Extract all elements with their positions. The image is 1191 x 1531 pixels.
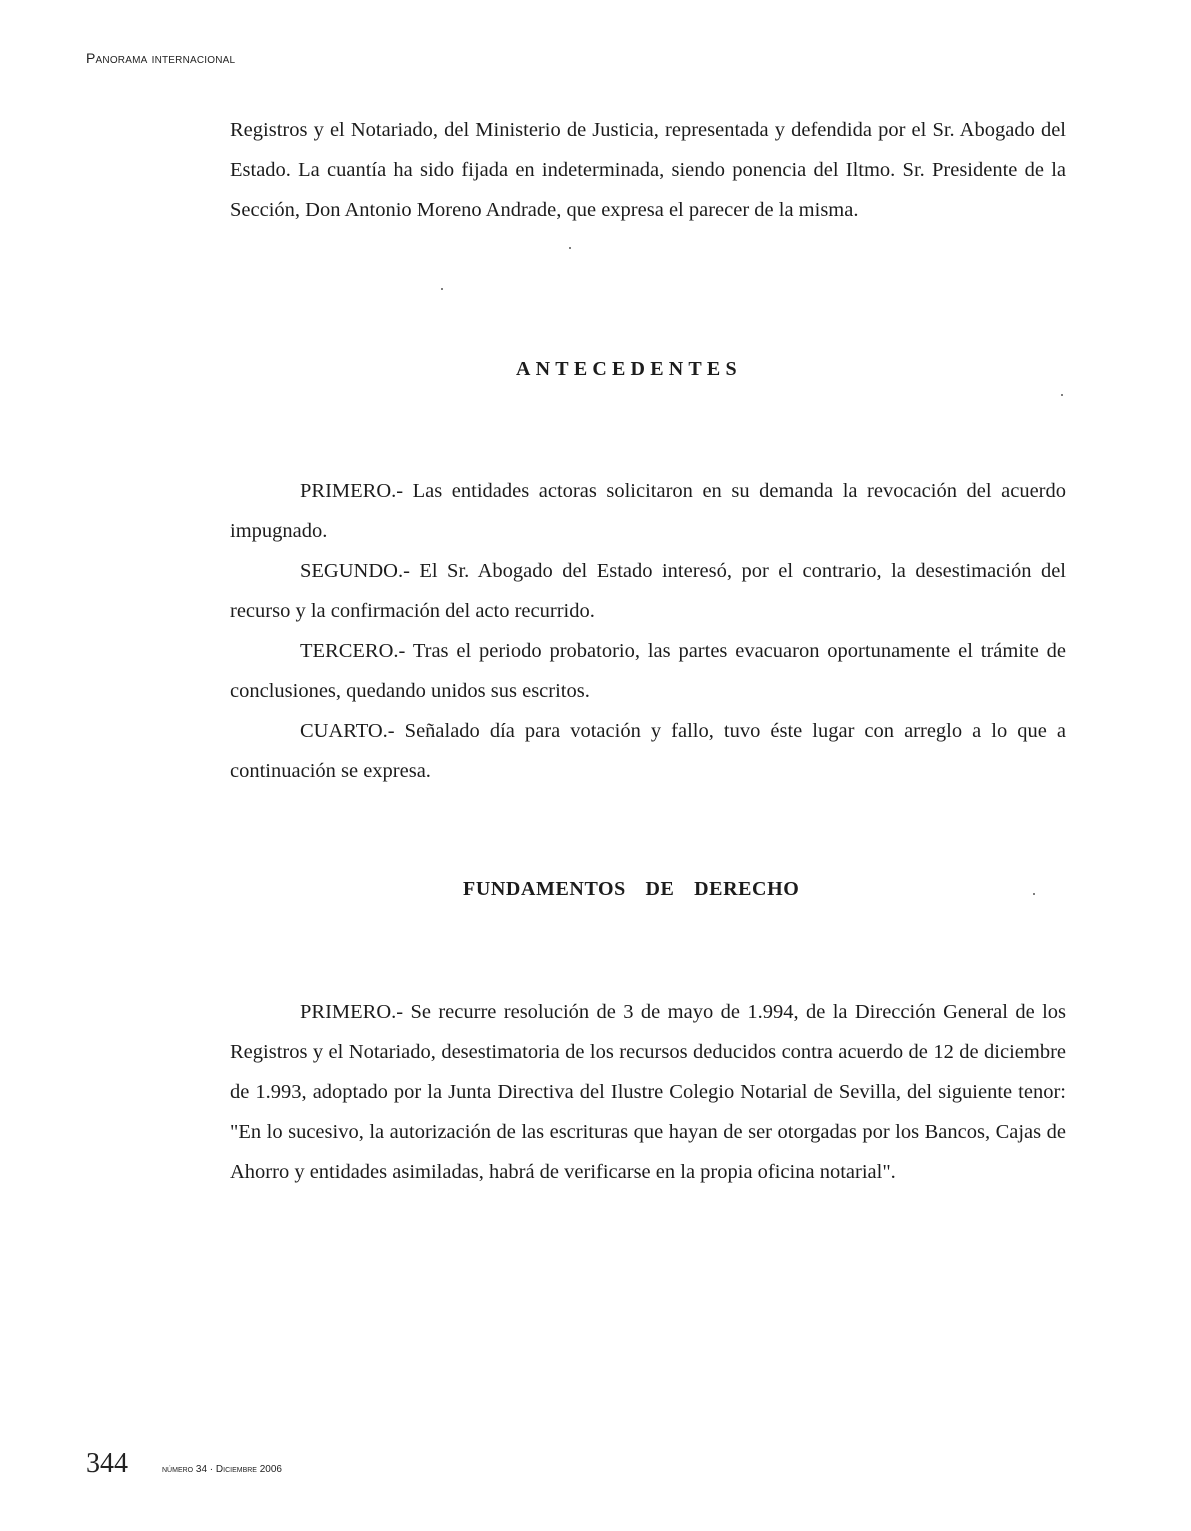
antecedentes-paragraph-primero: PRIMERO.- Las entidades actoras solicitaron en su demanda la revocación del acuerdo impugnado. <box>230 480 1066 542</box>
running-header-title: Panorama internacional <box>86 50 236 66</box>
fundamentos-paragraph-primero: PRIMERO.- Se recurre resolución de 3 de mayo de 1.994, de la Dirección General de los Registros y el Notariado, desestimatoria de los recursos deducidos contra acuerdo de 12 de diciembre de 1.993, adoptado por la Junta Directiva del Ilustre Colegio Notarial de Sevilla, del siguiente tenor: "En lo sucesivo, la autorización de las escrituras que hayan de ser otorgadas por los Bancos, Cajas de Ahorro y entidades asimiladas, habrá de verificarse en la propia oficina notarial". <box>230 1001 1066 1183</box>
intro-section <box>230 110 1066 230</box>
issue-info: número 34 · Diciembre 2006 <box>162 1464 282 1475</box>
antecedentes-paragraph-tercero: TERCERO.- Tras el periodo probatorio, las partes evacuaron oportunamente el trámite de conclusiones, quedando unidos sus escritos. <box>230 640 1066 702</box>
antecedentes-heading: ANTECEDENTES <box>516 358 742 380</box>
antecedentes-paragraph-cuarto: CUARTO.- Señalado día para votación y fallo, tuvo éste lugar con arreglo a lo que a continuación se expresa. <box>230 720 1066 782</box>
page-number: 344 <box>86 1448 128 1479</box>
antecedentes-section <box>230 471 1066 791</box>
scan-speck <box>1061 394 1063 396</box>
antecedentes-paragraph-segundo: SEGUNDO.- El Sr. Abogado del Estado interesó, por el contrario, la desestimación del recurso y la confirmación del acto recurrido. <box>230 560 1066 622</box>
scan-speck <box>569 247 571 249</box>
fundamentos-heading: FUNDAMENTOS DE DERECHO <box>463 878 800 900</box>
page-footer <box>86 1448 282 1480</box>
fundamentos-section <box>230 992 1066 1192</box>
scan-speck <box>441 288 443 290</box>
scan-speck <box>1033 893 1035 895</box>
intro-paragraph: Registros y el Notariado, del Ministerio de Justicia, representada y defendida por el Sr. Abogado del Estado. La cuantía ha sido fijada en indeterminada, siendo ponencia del Iltmo. Sr. Presidente de la Sección, Don Antonio Moreno Andrade, que expresa el parecer de la misma. <box>230 119 1066 221</box>
